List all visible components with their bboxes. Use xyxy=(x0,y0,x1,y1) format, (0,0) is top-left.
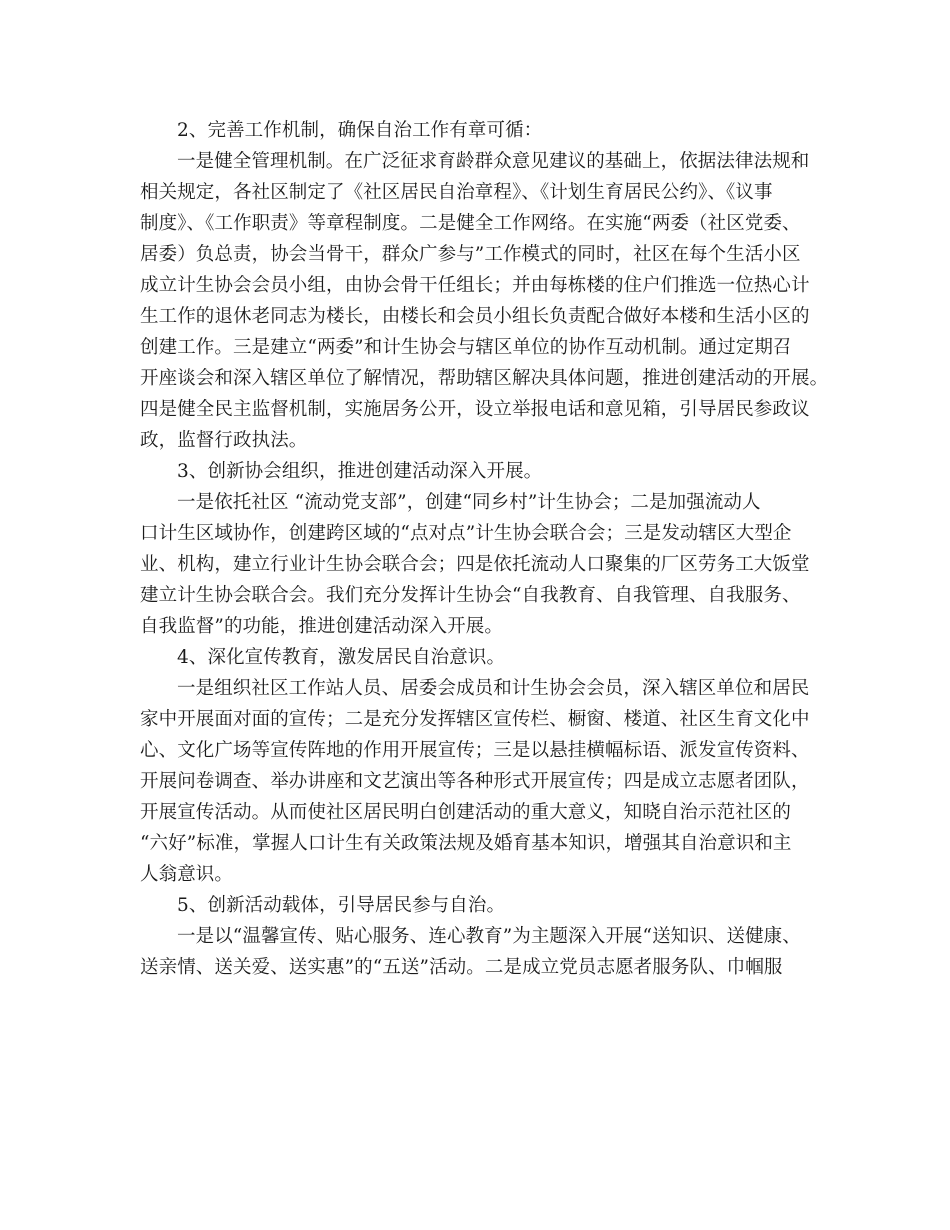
paragraph-line: 家中开展面对面的宣传；二是充分发挥辖区宣传栏、橱窗、楼道、社区生育文化中 xyxy=(140,709,810,730)
paragraph-line: 开展问卷调查、举办讲座和文艺演出等各种形式开展宣传；四是成立志愿者团队， xyxy=(140,771,810,792)
paragraph-line: 建立计生协会联合会。我们充分发挥计生协会“自我教育、自我管理、自我服务、 xyxy=(140,585,801,606)
paragraph-line: 一是以“温馨宣传、贴心服务、连心教育”为主题深入开展“送知识、送健康、 xyxy=(177,926,801,947)
paragraph-line: 相关规定，各社区制定了《社区居民自治章程》、《计划生育居民公约》、《议事 xyxy=(140,182,773,203)
paragraph-line: 口计生区域协作，创建跨区域的“点对点”计生协会联合会；三是发动辖区大型企 xyxy=(140,523,792,544)
paragraph-line: 一是依托社区 “流动党支部”，创建“同乡村”计生协会；二是加强流动人 xyxy=(177,492,761,513)
paragraph-line: 业、机构，建立行业计生协会联合会；四是依托流动人口聚集的厂区劳务工大饭堂 xyxy=(140,554,810,575)
paragraph-line: 一是健全管理机制。在广泛征求育龄群众意见建议的基础上，依据法律法规和 xyxy=(177,151,810,172)
section-heading-3: 3、创新协会组织，推进创建活动深入开展。 xyxy=(177,461,543,482)
paragraph-line: 政，监督行政执法。 xyxy=(140,430,308,451)
paragraph-line: 开座谈会和深入辖区单位了解情况，帮助辖区解决具体问题，推进创建活动的开展。 xyxy=(140,368,829,389)
paragraph-line: 人翁意识。 xyxy=(140,864,234,885)
paragraph-line: 居委）负总责，协会当骨干，群众广参与”工作模式的同时，社区在每个生活小区 xyxy=(140,244,801,265)
paragraph-line: 一是组织社区工作站人员、居委会成员和计生协会会员，深入辖区单位和居民 xyxy=(177,678,810,699)
section-heading-2: 2、完善工作机制，确保自治工作有章可循： xyxy=(177,120,543,141)
document-body xyxy=(140,115,840,983)
paragraph-line: 送亲情、送关爱、送实惠”的“五送”活动。二是成立党员志愿者服务队、巾帼服 xyxy=(140,957,783,978)
paragraph-line: 生工作的退休老同志为楼长，由楼长和会员小组长负责配合做好本楼和生活小区的 xyxy=(140,306,810,327)
paragraph-line: 制度》、《工作职责》等章程制度。二是健全工作网络。在实施“两委（社区党委、 xyxy=(140,213,801,234)
section-heading-4: 4、深化宣传教育，激发居民自治意识。 xyxy=(177,647,506,668)
section-heading-5: 5、创新活动载体，引导居民参与自治。 xyxy=(177,895,506,916)
paragraph-line: 创建工作。三是建立“两委”和计生协会与辖区单位的协作互动机制。通过定期召 xyxy=(140,337,792,358)
paragraph-line: 开展宣传活动。从而使社区居民明白创建活动的重大意义，知晓自治示范社区的 xyxy=(140,802,792,823)
paragraph-line: 四是健全民主监督机制，实施居务公开，设立举报电话和意见箱，引导居民参政议 xyxy=(140,399,810,420)
paragraph-line: 成立计生协会会员小组，由协会骨干任组长；并由每栋楼的住户们推选一位热心计 xyxy=(140,275,810,296)
paragraph-line: “六好”标准，掌握人口计生有关政策法规及婚育基本知识，增强其自治意识和主 xyxy=(140,833,792,854)
paragraph-line: 心、文化广场等宣传阵地的作用开展宣传；三是以悬挂横幅标语、派发宣传资料、 xyxy=(140,740,810,761)
paragraph-line: 自我监督”的功能，推进创建活动深入开展。 xyxy=(140,616,503,637)
